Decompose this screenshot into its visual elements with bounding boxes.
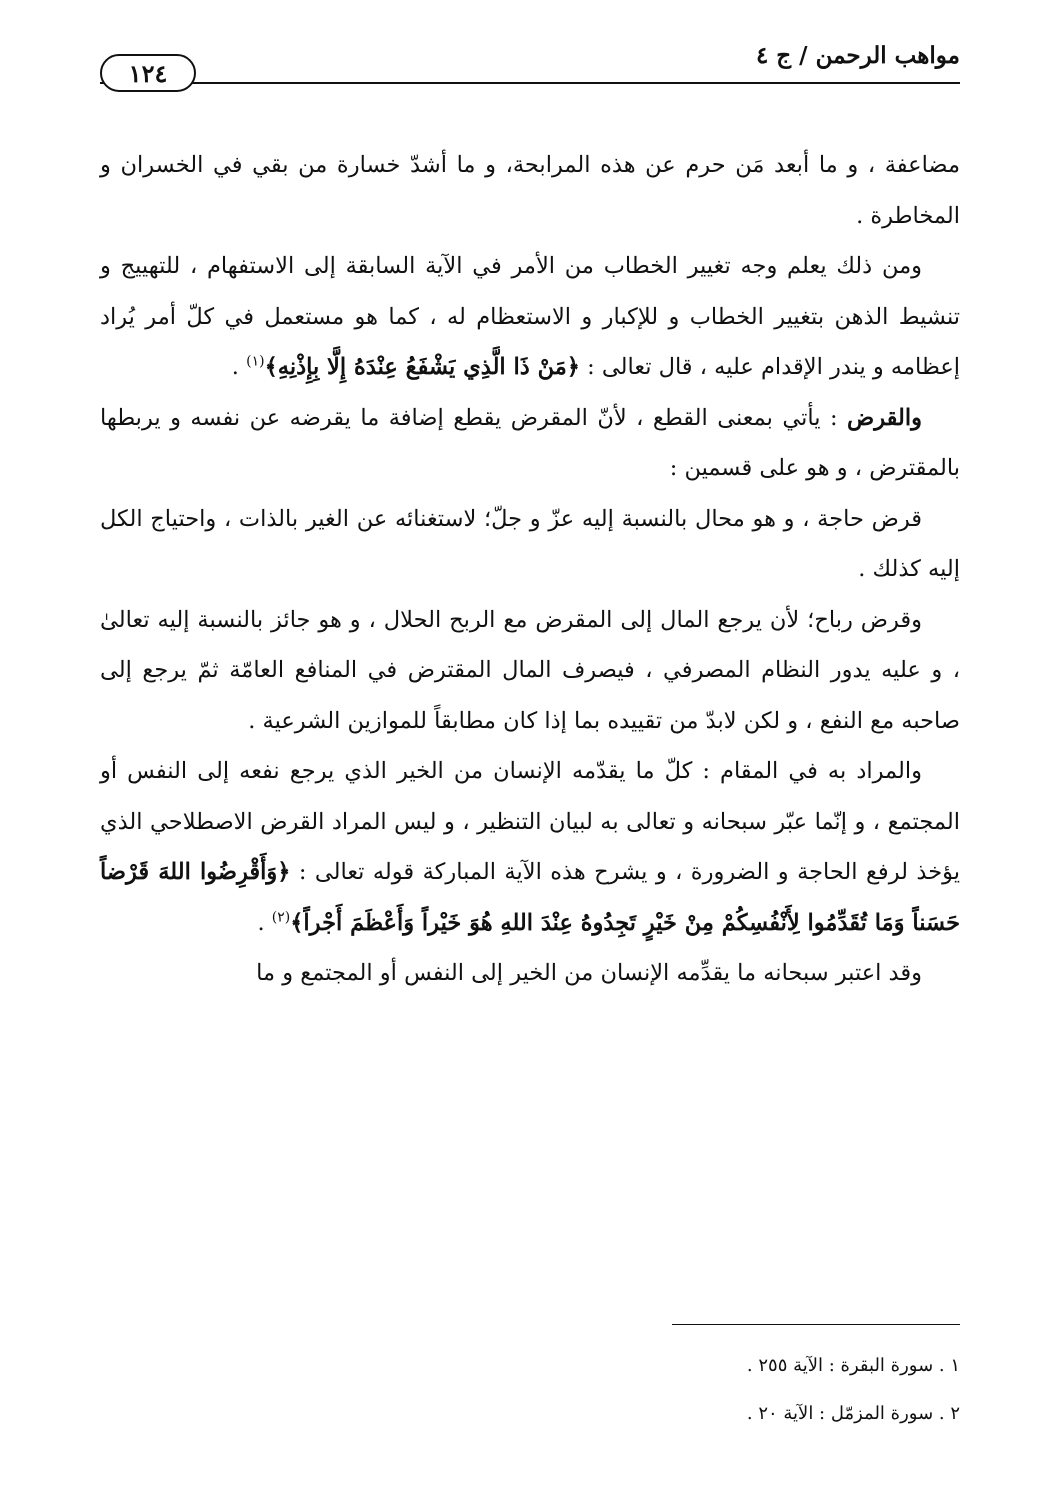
paragraph-1: مضاعفة ، و ما أبعد مَن حرم عن هذه المرابحة، و ما أشدّ خسارة من بقي في الخسران و المخاطرة . xyxy=(100,152,960,229)
term-keyword: والقرض xyxy=(847,404,922,431)
paragraph-2 xyxy=(100,241,960,393)
running-title: مواهب الرحمن / ج ٤ xyxy=(755,42,960,69)
paragraph-6-text: والمراد به في المقام : كلّ ما يقدّمه الإنسان من الخير الذي يرجع نفعه إلى النفس أو المجتمع ، و إنّما عبّر سبحانه و تعالى به لبيان التنظير ، و ليس المراد القرض الاصطلاحي الذي يؤخذ لرفع الحاجة و الضرورة ، و يشرح هذه الآية المباركة قوله تعالى : xyxy=(100,758,960,885)
page-header xyxy=(100,40,960,90)
paragraph-2-text: ومن ذلك يعلم وجه تغيير الخطاب من الأمر في الآية السابقة إلى الاستفهام ، للتهييج و تنشيط الذهن بتغيير الخطاب و للإكبار و الاستعظام له ، كما هو مستعمل في كلّ أمر يُراد إعظامه و يندر الإقدام عليه ، قال تعالى : xyxy=(100,253,960,380)
footnote-ref-2[interactable]: (٢) xyxy=(271,909,291,925)
footnote-ref-1[interactable]: (١) xyxy=(246,353,265,370)
paragraph-3-text: : يأتي بمعنى القطع ، لأنّ المقرض يقطع إضافة ما يقرضه عن نفسه و يربطها بالمقترض ، و هو على قسمين : xyxy=(100,404,960,481)
footnote-separator xyxy=(672,1324,960,1325)
main-text xyxy=(100,140,960,999)
paragraph-3 xyxy=(100,393,960,494)
paragraph-6 xyxy=(100,746,960,948)
paragraph-6-end: . xyxy=(257,909,272,936)
quran-quote-1: ﴿مَنْ ذَا الَّذِي يَشْفَعُ عِنْدَهُ إِلَّا بِإِذْنِهِ﴾ xyxy=(264,354,580,380)
paragraph-4: قرض حاجة ، و هو محال بالنسبة إليه عزّ و جلّ؛ لاستغنائه عن الغير بالذات ، واحتياج الكل إليه كذلك . xyxy=(100,505,960,582)
paragraph-5: وقرض رباح؛ لأن يرجع المال إلى المقرض مع الربح الحلال ، و هو جائز بالنسبة إليه تعالىٰ ، و عليه يدور النظام المصرفي ، فيصرف المال المقترض في المنافع العامّة ثمّ يرجع إلى صاحبه مع النفع ، و لكن لابدّ من تقييده بما إذا كان مطابقاً للموازين الشرعية . xyxy=(100,606,960,734)
paragraph-2-end: . xyxy=(231,354,247,380)
footnote-2: ٢ . سورة المزمّل : الآية ٢٠ . xyxy=(746,1403,960,1424)
footnote-1: ١ . سورة البقرة : الآية ٢٥٥ . xyxy=(746,1355,960,1376)
quran-quote-2: ﴿وَأَقْرِضُوا اللهَ قَرْضاً حَسَناً وَمَا تُقَدِّمُوا لِأَنْفُسِكُمْ مِنْ خَيْرٍ تَجِدُوهُ عِنْدَ اللهِ هُوَ خَيْراً وَأَعْظَمَ أَجْراً﴾ xyxy=(100,859,960,936)
header-rule xyxy=(100,82,960,84)
paragraph-7: وقد اعتبر سبحانه ما يقدِّمه الإنسان من الخير إلى النفس أو المجتمع و ما xyxy=(256,960,922,986)
page-number: ١٢٤ xyxy=(100,54,196,92)
footnotes xyxy=(100,1342,960,1438)
